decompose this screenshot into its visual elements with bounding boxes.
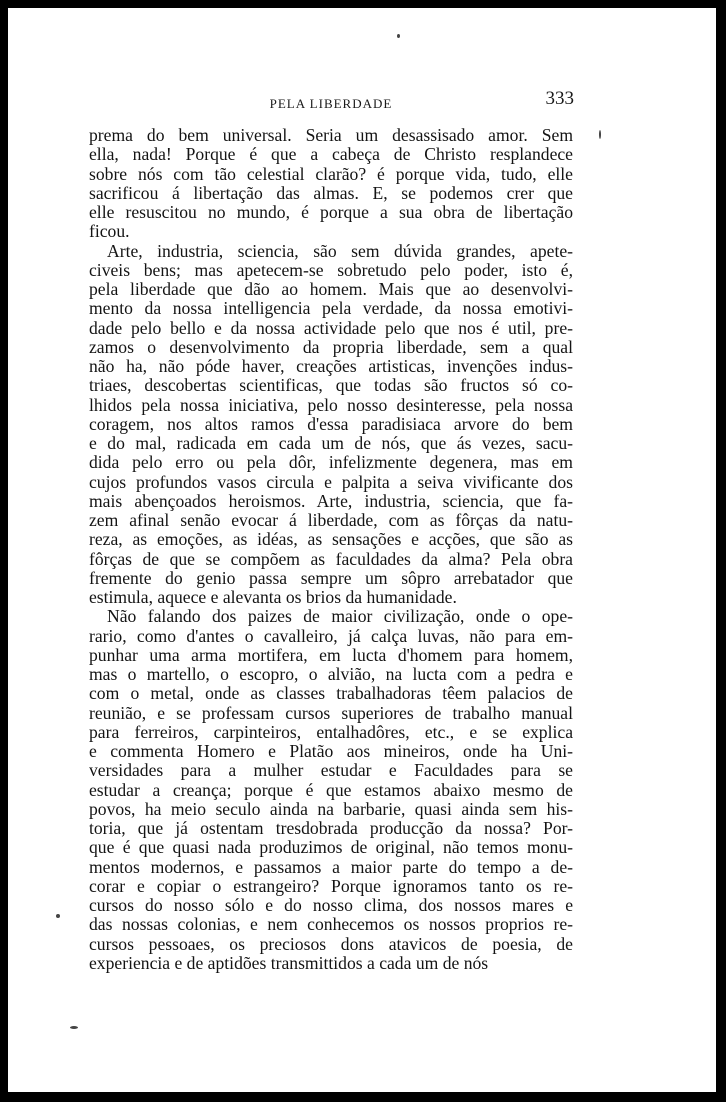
text-line: fremente do genio passa sempre um sôpro arrebatador que xyxy=(89,567,573,588)
text-line: experiencia e de aptidões transmittidos a cada um de nós xyxy=(89,952,489,973)
text-line: mento da nossa intelligencia pela verdade, da nossa emotivi- xyxy=(89,298,573,319)
text-line: corar e copiar o estrangeiro? Porque ignoramos tanto os re- xyxy=(89,875,573,896)
text-line: mentos modernos, e passamos a maior parte do tempo a de- xyxy=(89,856,573,877)
text-line: zamos o desenvolvimento da propria liberdade, sem a qual xyxy=(89,336,573,357)
paragraph xyxy=(89,607,573,973)
page-header xyxy=(88,88,574,118)
text-line: Não falando dos paizes de maior civilização, onde o ope- xyxy=(107,606,573,627)
text-line: ella, nada! Porque é que a cabeça de Christo resplandece xyxy=(89,144,573,165)
text-line: das nossas colonias, e nem conhecemos os nossos proprios re- xyxy=(89,914,573,935)
text-line: cujos profundos vasos circula e palpita a seiva vivificante dos xyxy=(89,471,573,492)
text-line: estudar a creança; porque é que estamos abaixo mesmo de xyxy=(89,779,573,800)
text-line: ficou. xyxy=(89,221,130,242)
ink-speck xyxy=(70,1026,78,1029)
text-line: triaes, descobertas scientificas, que todas são fructos só co- xyxy=(89,375,573,396)
ink-speck xyxy=(397,34,400,38)
ink-speck xyxy=(599,130,601,139)
text-line: cursos do nosso sólo e do nosso clima, dos nossos mares e xyxy=(89,895,573,915)
text-line: toria, que já ostentam tresdobrada producção da nossa? Por- xyxy=(89,818,573,838)
book-page xyxy=(8,8,716,1092)
ink-speck xyxy=(56,914,60,918)
text-line: punhar uma arma mortifera, em lucta d'homem para homem, xyxy=(89,644,573,665)
text-line: mais abençoados heroismos. Arte, industria, sciencia, que fa- xyxy=(89,490,573,511)
text-line: sobre nós com tão celestial clarão? é porque vida, tudo, elle xyxy=(89,163,573,184)
text-line: versidades para a mulher estudar e Faculdades para se xyxy=(89,760,573,781)
body-text xyxy=(89,126,573,973)
text-line: prema do bem universal. Seria um desassisado amor. Sem xyxy=(89,125,573,145)
text-line: estimula, aquece e alevanta os brios da humanidade. xyxy=(89,587,457,607)
text-line: coragem, nos altos ramos d'essa paradisiaca arvore do bem xyxy=(89,413,573,434)
text-line: e commenta Homero e Platão aos mineiros, onde ha Uni- xyxy=(89,741,573,761)
text-line: mas o martello, o escopro, o alvião, na lucta com a pedra e xyxy=(89,664,573,684)
running-title: PELA LIBERDADE xyxy=(269,96,393,111)
paragraph xyxy=(89,126,573,242)
text-line: não ha, não póde haver, creações artisticas, invenções indus- xyxy=(89,356,573,376)
text-line: para ferreiros, carpinteiros, entalhadôres, etc., e se explica xyxy=(89,721,573,742)
text-line: pela liberdade que dão ao homem. Mais que ao desenvolvi- xyxy=(89,279,573,299)
text-line: dida pelo erro ou pela dôr, infelizmente degenera, mas em xyxy=(89,452,573,473)
text-line: elle resuscitou no mundo, é porque a sua obra de libertação xyxy=(89,202,573,222)
text-line: reunião, e se professam cursos superiores de trabalho manual xyxy=(89,702,573,723)
text-line: que é que quasi nada produzimos de original, não temos monu- xyxy=(89,837,573,858)
text-line: Arte, industria, sciencia, são sem dúvida grandes, apete- xyxy=(107,240,573,261)
text-line: sacrificou á libertação das almas. E, se podemos crer que xyxy=(89,182,573,203)
text-line: zem afinal senão evocar á liberdade, com as fôrças da natu- xyxy=(89,510,573,530)
text-line: fôrças de que se compõem as faculdades da alma? Pela obra xyxy=(89,548,573,569)
page-number: 333 xyxy=(545,88,574,109)
text-line: cursos pessoaes, os preciosos dons atavicos de poesia, de xyxy=(89,933,573,954)
text-line: com o metal, onde as classes trabalhadoras têem palacios de xyxy=(89,683,573,704)
text-line: dade pelo bello e da nossa actividade pelo que nos é util, pre- xyxy=(89,317,573,338)
text-line: e do mal, radicada em cada um de nós, que ás vezes, sacu- xyxy=(89,433,573,453)
text-line: rario, como d'antes o cavalleiro, já calça luvas, não para em- xyxy=(89,625,573,646)
paragraph xyxy=(89,242,573,608)
text-line: reza, as emoções, as idéas, as sensações e acções, que são as xyxy=(89,529,573,550)
text-line: lhidos pela nossa iniciativa, pelo nosso desinteresse, pela nossa xyxy=(89,394,573,415)
text-line: civeis bens; mas apetecem-se sobretudo pelo poder, isto é, xyxy=(89,259,573,280)
text-line: povos, ha meio seculo ainda na barbarie, quasi ainda sem his- xyxy=(89,798,573,819)
